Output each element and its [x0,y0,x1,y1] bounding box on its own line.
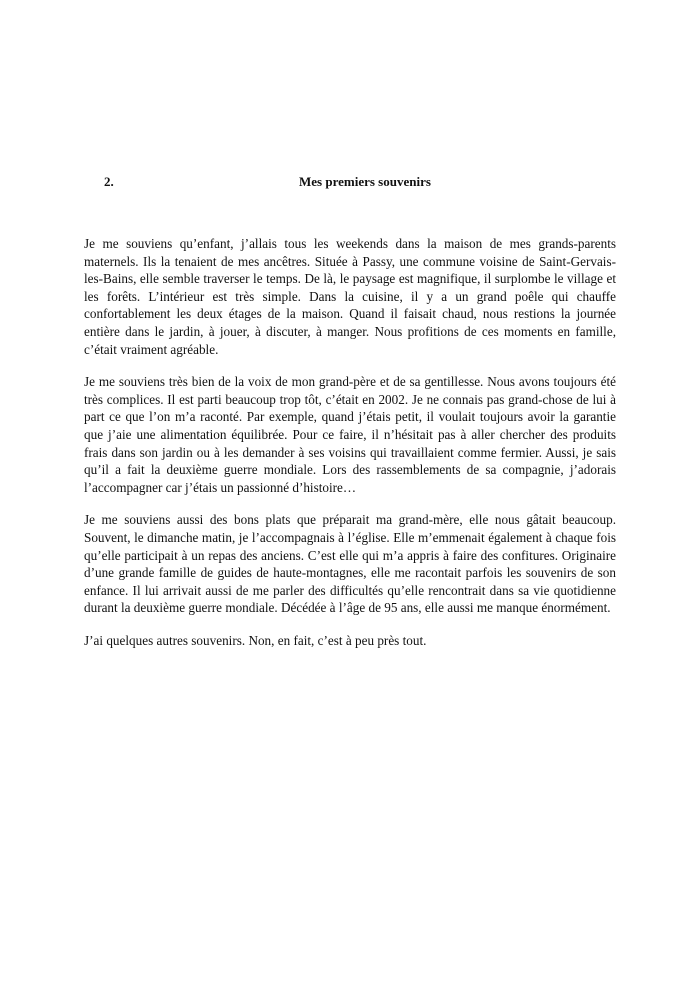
paragraph-grand-pere: Je me souviens très bien de la voix de mon grand-père et de sa gentillesse. Nous avons toujours été très complices. Il est parti beaucoup trop tôt, c’était en 2002. Je ne connais pas grand-chose de lui à part ce que l’on m’a raconté. Par exemple, quand j’étais petit, il voulait toujours avoir la garantie que j’aie une alimentation équilibrée. Pour ce faire, il n’hésitait pas à aller chercher des produits frais dans son jardin ou à les demander à ses voisins qui travaillaient comme fermier. Aussi, je sais qu’il a fait la deuxième guerre mondiale. Lors des rassemblements de sa compagnie, j’adorais l’accompagner car j’étais un passionné d’histoire… [84,374,616,495]
paragraph-grand-mere: Je me souviens aussi des bons plats que préparait ma grand-mère, elle nous gâtait beaucoup. Souvent, le dimanche matin, je l’accompagnais à l’église. Elle m’emmenait également à chaque fois qu’elle participait à un repas des anciens. C’est elle qui m’a appris à faire des confitures. Originaire d’une grande famille de guides de haute-montagnes, elle me racontait parfois les souvenirs de son enfance. Il lui arrivait aussi de me parler des difficultés qu’elle rencontrait dans sa vie quotidienne durant la deuxième guerre mondiale. Décédée à l’âge de 95 ans, elle aussi me manque énormément. [84,512,616,616]
document-body [84,235,616,664]
paragraph-maison: Je me souviens qu’enfant, j’allais tous les weekends dans la maison de mes grands-parents maternels. Ils la tenaient de mes ancêtres. Située à Passy, une commune voisine de Saint-Gervais-les-Bains, elle semble traverser le temps. De là, le paysage est magnifique, il surplombe le village et les forêts. L’intérieur est très simple. Dans la cuisine, il y a un grand poêle qui chauffe confortablement les deux étages de la maison. Quand il faisait chaud, nous restions la journée entière dans le jardin, à jouer, à discuter, à manger. Nous profitions de ces moments en famille, c’était vraiment agréable. [84,236,616,357]
section-heading [0,174,699,194]
section-title: Mes premiers souvenirs [299,174,431,189]
section-number: 2. [104,174,114,189]
paragraph-conclusion: J’ai quelques autres souvenirs. Non, en fait, c’est à peu près tout. [84,632,427,648]
